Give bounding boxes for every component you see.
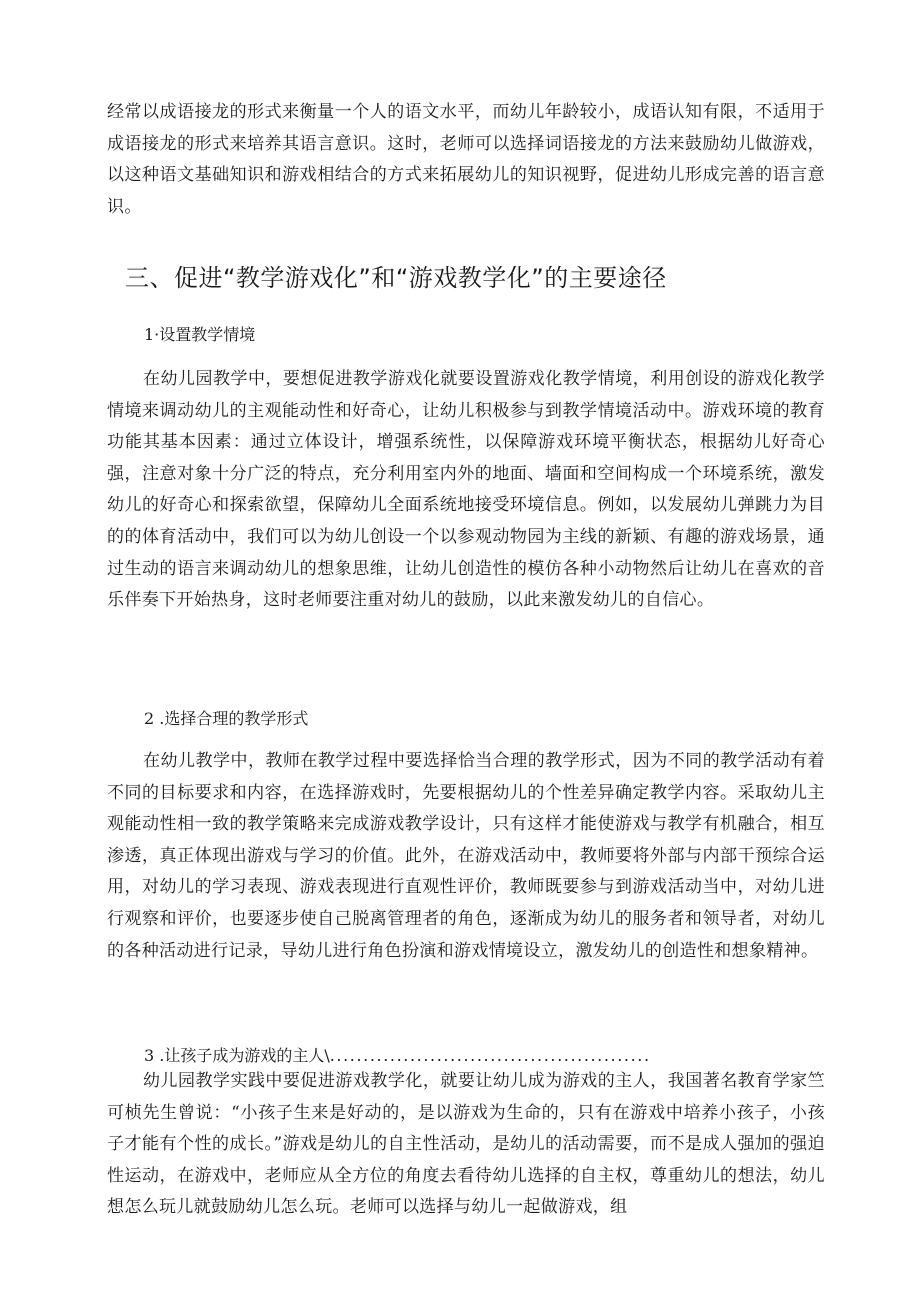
subsection-2-title: 2 .选择合理的教学形式 [144,709,309,728]
intro-paragraph: 经常以成语接龙的形式来衡量一个人的语文水平，而幼儿年龄较小，成语认知有限，不适用于成语接龙的形式来培养其语言意识。这时，老师可以选择词语接龙的方法来鼓励幼儿做游戏，以这种语文基础知识和游戏相结合的方式来拓展幼儿的知识视野，促进幼儿形成完善的语言意识。 [107,102,825,217]
subsection-2-body: 在幼儿教学中，教师在教学过程中要选择恰当合理的教学形式，因为不同的教学活动有着不同的目标要求和内容，在选择游戏时，先要根据幼儿的个性差异确定教学内容。采取幼儿主观能动性相一致的教学策略来完成游戏教学设计，只有这样才能使游戏与教学有机融合，相互渗透，真正体现出游戏与学习的价值。此外，在游戏活动中，教师要将外部与内部干预综合运用，对幼儿的学习表现、游戏表现进行直观性评价，教师既要参与到游戏活动当中，对幼儿进行观察和评价，也要逐步使自己脱离管理者的角色，逐渐成为幼儿的服务者和领导者，对幼儿的各种活动进行记录，导幼儿进行角色扮演和游戏情境设立，激发幼儿的创造性和想象精神。 [107,751,825,961]
section-heading: 三、促进“教学游戏化”和“游戏教学化”的主要途径 [125,264,667,292]
subsection-1-body: 在幼儿园教学中，要想促进教学游戏化就要设置游戏化教学情境，利用创设的游戏化教学情境来调动幼儿的主观能动性和好奇心，让幼儿积极参与到教学情境活动中。游戏环境的教育功能其基本因素：通过立体设计，增强系统性，以保障游戏环境平衡状态，根据幼儿好奇心强，注意对象十分广泛的特点，充分利用室内外的地面、墙面和空间构成一个环境系统，激发幼儿的好奇心和探索欲望，保障幼儿全面系统地接受环境信息。例如，以发展幼儿弹跳力为目的的体育活动中，我们可以为幼儿创设一个以参观动物园为主线的新颖、有趣的游戏场景，通过生动的语言来调动幼儿的想象思维，让幼儿创造性的模仿各种小动物然后让幼儿在喜欢的音乐伴奏下开始热身，这时老师要注重对幼儿的鼓励，以此来激发幼儿的自信心。 [107,369,825,611]
subsection-1-title: 1·设置教学情境 [144,325,256,344]
subsection-3-title: 3 .让孩子成为游戏的主人\ [144,1046,330,1065]
subsection-3-title-line [144,1043,651,1066]
subsection-3-body: 幼儿园教学实践中要促进游戏教学化，就要让幼儿成为游戏的主人，我国著名教育学家竺可桢先生曾说：“小孩子生来是好动的，是以游戏为生命的，只有在游戏中培养小孩子，小孩子才能有个性的成长。”游戏是幼儿的自主性活动，是幼儿的活动需要，而不是成人强加的强迫性运动，在游戏中，老师应从全方位的角度去看待幼儿选择的自主权，尊重幼儿的想法，幼儿想怎么玩儿就鼓励幼儿怎么玩。老师可以选择与幼儿一起做游戏，组 [107,1071,825,1218]
subsection-3-leader-dots: ................................................ [329,1046,651,1065]
